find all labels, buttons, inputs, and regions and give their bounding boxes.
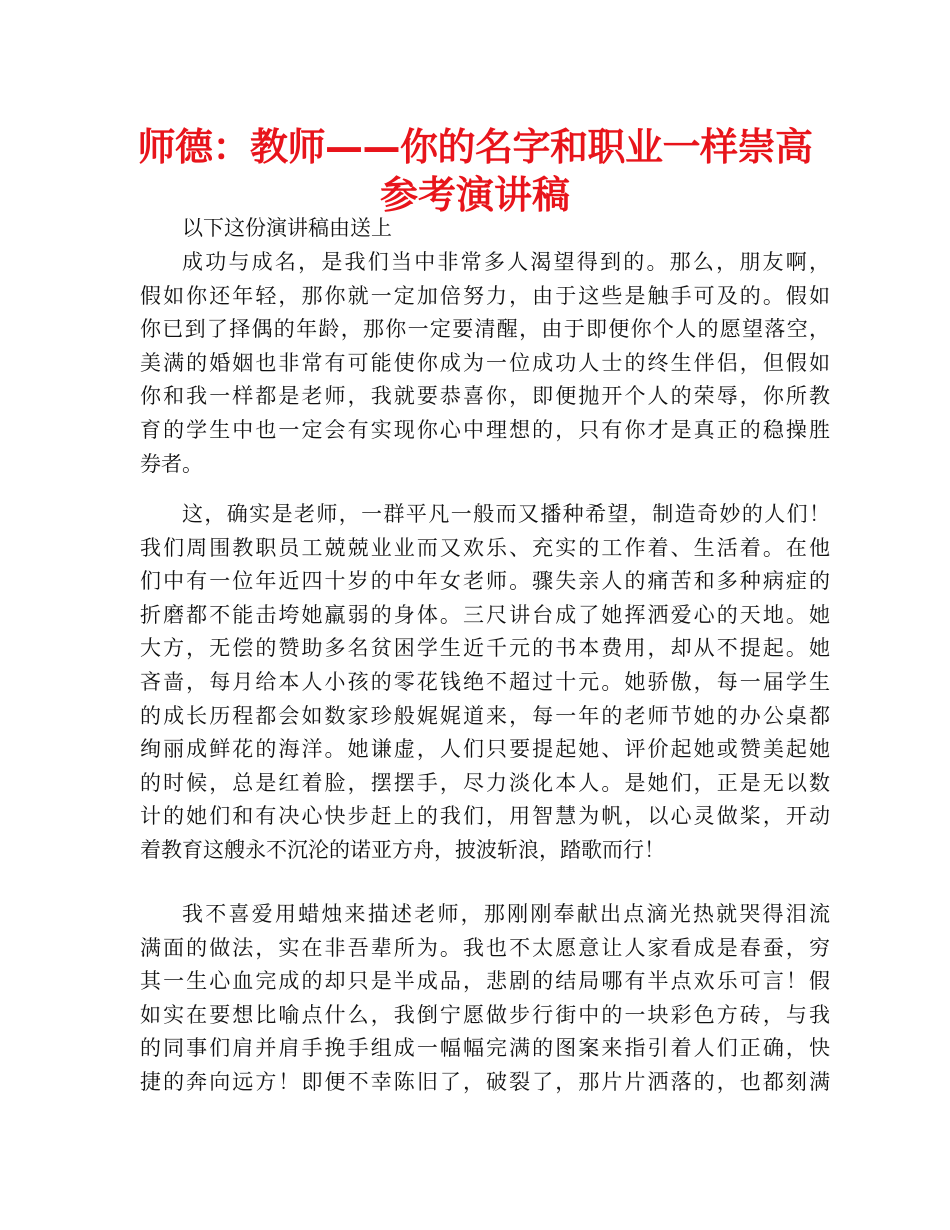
paragraph-line: 我们周围教职员工兢兢业业而又欢乐、充实的工作着、生活着。在他: [140, 535, 830, 560]
paragraph-line: 你和我一样都是老师，我就要恭喜你，即便抛开个人的荣辱，你所教: [140, 384, 830, 409]
paragraph-line: 的成长历程都会如数家珍般娓娓道来，每一年的老师节她的办公桌都: [140, 703, 830, 728]
paragraph-line: 成功与成名，是我们当中非常多人渴望得到的。那么，朋友啊，: [182, 250, 830, 274]
paragraph-line: 计的她们和有决心快步赶上的我们，用智慧为帆，以心灵做桨，开动: [140, 804, 830, 829]
paragraph-line: 绚丽成鲜花的海洋。她谦虚，人们只要提起她、评价起她或赞美起她: [140, 737, 830, 762]
paragraph-2: [140, 498, 830, 868]
paragraph-line: 你已到了择偶的年龄，那你一定要清醒，由于即便你个人的愿望落空，: [140, 317, 830, 342]
document-title-line-2: 参考演讲稿: [379, 173, 570, 217]
paragraph-line: 假如你还年轻，那你就一定加倍努力，由于这些是触手可及的。假如: [140, 283, 830, 308]
paragraph-line: 其一生心血完成的却只是半成品，悲剧的结局哪有半点欢乐可言！假: [140, 969, 830, 994]
document-title-line-1: 师德：教师——你的名字和职业一样崇高: [137, 125, 813, 169]
paragraph-line: 育的学生中也一定会有实现你心中理想的，只有你才是真正的稳操胜: [140, 417, 830, 442]
paragraph-line: 这，确实是老师，一群平凡一般而又播种希望，制造奇妙的人们！: [182, 502, 830, 526]
paragraph-line: 我不喜爱用蜡烛来描述老师，那刚刚奉献出点滴光热就哭得泪流: [182, 902, 830, 926]
paragraph-line: 大方，无偿的赞助多名贫困学生近千元的书本费用，却从不提起。她: [140, 636, 830, 661]
paragraph-1: [140, 246, 830, 481]
paragraph-line: 的同事们肩并肩手挽手组成一幅幅完满的图案来指引着人们正确，快: [140, 1036, 830, 1061]
intro-line: 以下这份演讲稿由送上: [182, 216, 392, 240]
paragraph-line: 券者。: [140, 451, 203, 476]
paragraph-line: 们中有一位年近四十岁的中年女老师。骤失亲人的痛苦和多种病症的: [140, 569, 830, 594]
paragraph-line: 吝啬，每月给本人小孩的零花钱绝不超过十元。她骄傲，每一届学生: [140, 669, 830, 694]
paragraph-line: 折磨都不能击垮她羸弱的身体。三尺讲台成了她挥洒爱心的天地。她: [140, 602, 830, 627]
paragraph-line: 着教育这艘永不沉沦的诺亚方舟，披波斩浪，踏歌而行！: [140, 837, 665, 862]
paragraph-line: 如实在要想比喻点什么，我倒宁愿做步行街中的一块彩色方砖，与我: [140, 1002, 830, 1027]
paragraph-line: 捷的奔向远方！即便不幸陈旧了，破裂了，那片片洒落的，也都刻满: [140, 1069, 830, 1094]
paragraph-line: 满面的做法，实在非吾辈所为。我也不太愿意让人家看成是春蚕，穷: [140, 935, 830, 960]
paragraph-3: [140, 898, 830, 1100]
paragraph-line: 美满的婚姻也非常有可能使你成为一位成功人士的终生伴侣，但假如: [140, 350, 830, 375]
paragraph-line: 的时候，总是红着脸，摆摆手，尽力淡化本人。是她们，正是无以数: [140, 770, 830, 795]
